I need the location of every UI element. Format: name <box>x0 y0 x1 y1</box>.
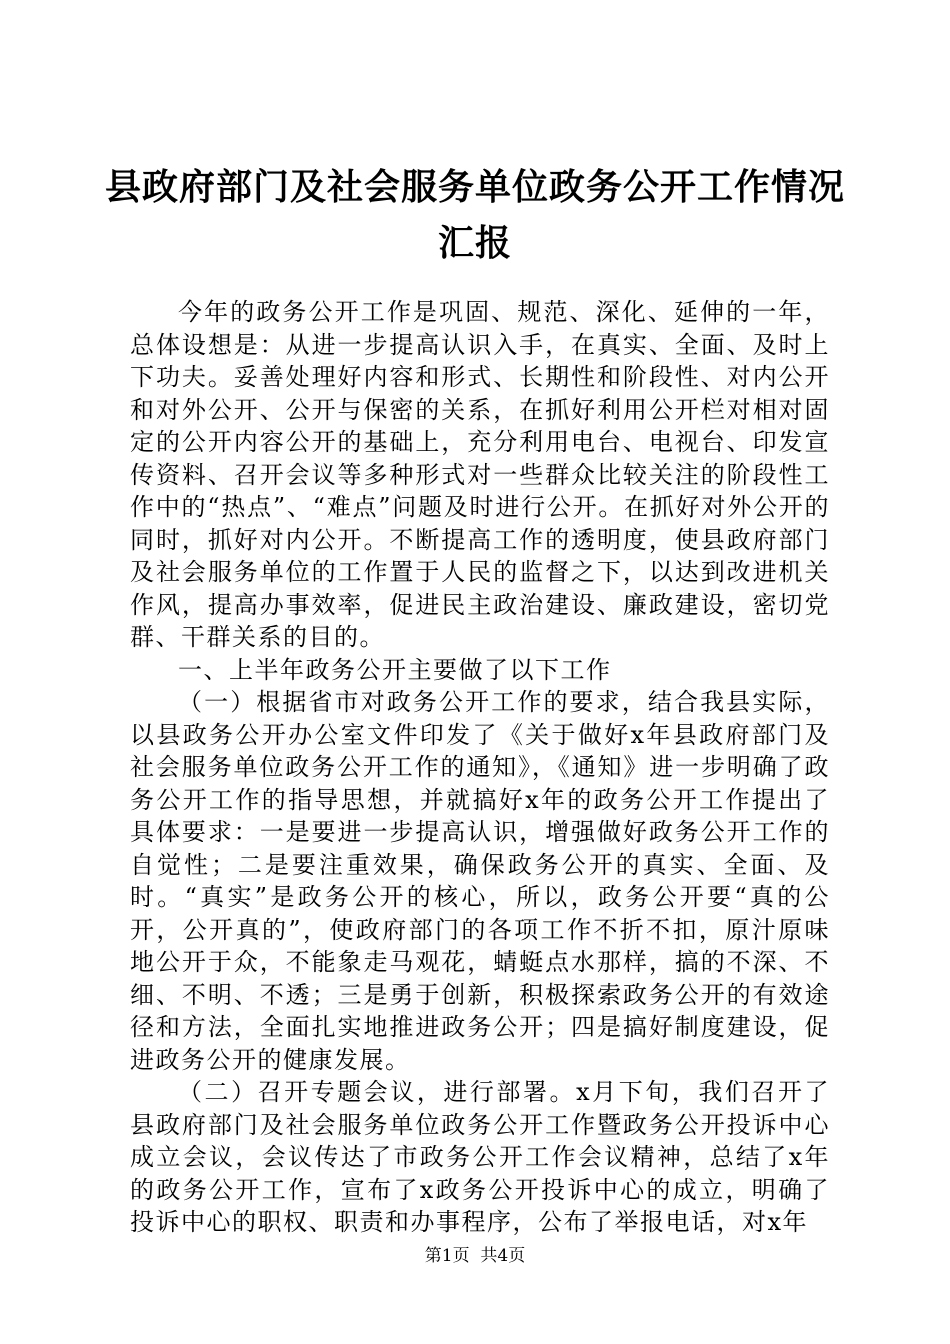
page-footer <box>0 1244 950 1268</box>
paragraph-intro: 今年的政务公开工作是巩固、规范、深化、延伸的一年，总体设想是：从进一步提高认识入手，在真实、全面、及时上下功夫。妥善处理好内容和形式、长期性和阶段性、对内公开和对外公开、公开与保密的关系，在抓好利用公开栏对相对固定的公开内容公开的基础上，充分利用电台、电视台、印发宣传资料、召开会议等多种形式对一些群众比较关注的阶段性工作中的“热点”、“难点”问题及时进行公开。在抓好对外公开的同时，抓好对内公开。不断提高工作的透明度，使县政府部门及社会服务单位的工作置于人民的监督之下，以达到改进机关作风，提高办事效率，促进民主政治建设、廉政建设，密切党群、干群关系的目的。 <box>130 298 830 651</box>
paragraph-item-2: （二）召开专题会议，进行部署。x月下旬，我们召开了县政府部门及社会服务单位政务公开工作暨政务公开投诉中心成立会议，会议传达了市政务公开工作会议精神，总结了x年的政务公开工作，宣布了x政务公开投诉中心的成立，明确了投诉中心的职权、职责和办事程序，公布了举报电话，对x年 <box>130 1078 830 1236</box>
section-heading: 一、上半年政务公开主要做了以下工作 <box>178 655 612 684</box>
paragraph-item-1: （一）根据省市对政务公开工作的要求，结合我县实际，以县政务公开办公室文件印发了《关于做好x年县政府部门及社会服务单位政务公开工作的通知》，《通知》进一步明确了政务公开工作的指导思想，并就搞好x年的政务公开工作提出了具体要求：一是要进一步提高认识，增强做好政务公开工作的自觉性；二是要注重效果，确保政务公开的真实、全面、及时。“真实”是政务公开的核心，所以，政务公开要“真的公开，公开真的”，使政府部门的各项工作不折不扣，原汁原味地公开于众，不能象走马观花，蜻蜓点水那样，搞的不深、不细、不明、不透；三是勇于创新，积极探索政务公开的有效途径和方法，全面扎实地推进政务公开；四是搞好制度建设，促进政务公开的健康发展。 <box>130 688 830 1074</box>
page-total: 共4页 <box>480 1246 526 1266</box>
page-number: 第1页 <box>424 1246 470 1266</box>
document-title: 县政府部门及社会服务单位政务公开工作情况汇报 <box>104 167 845 264</box>
document-body <box>130 296 830 1239</box>
